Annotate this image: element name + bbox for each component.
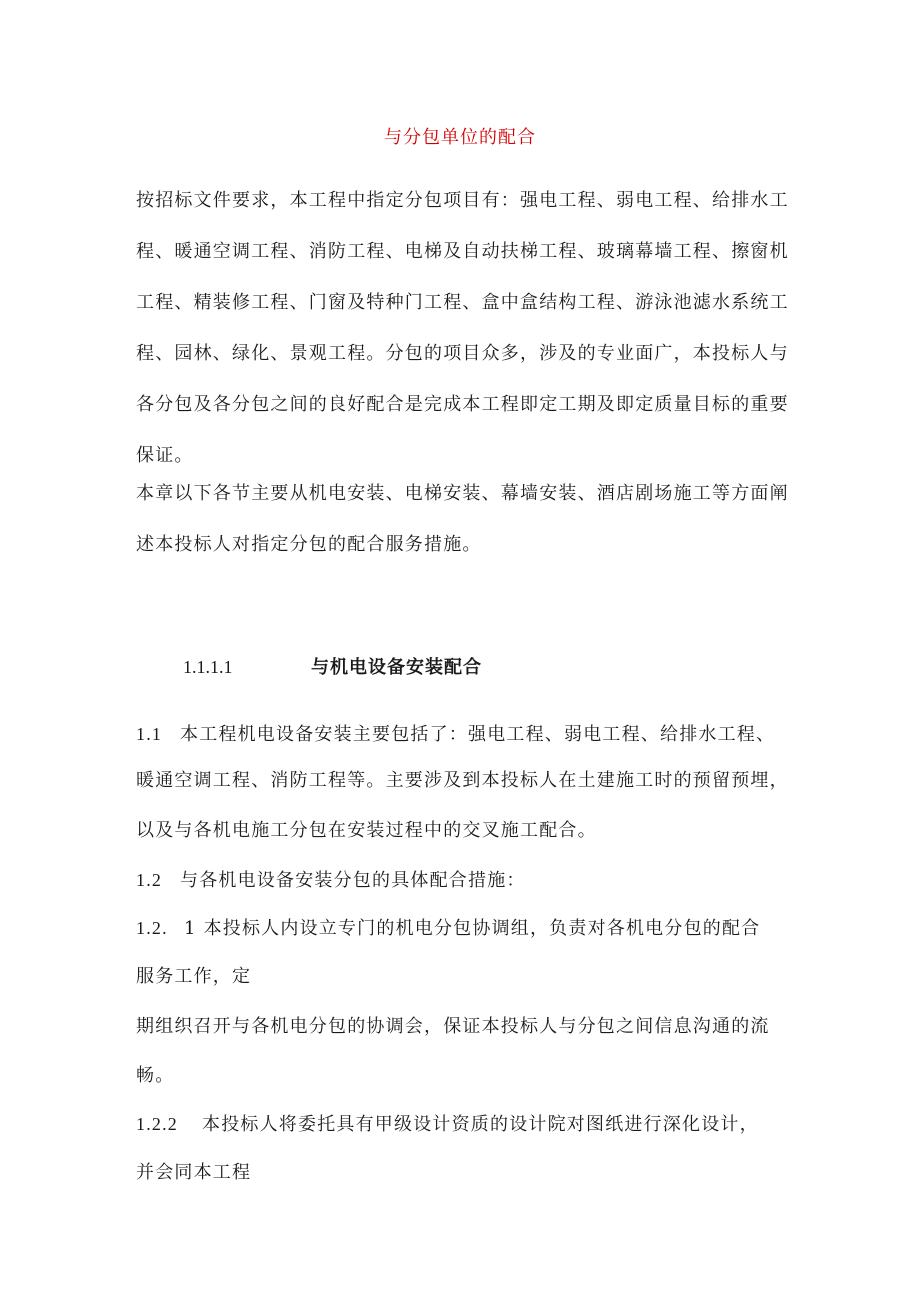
body-text: 暖通空调工程、消防工程等。主要涉及到本投标人在土建施工时的预留预埋， xyxy=(136,770,789,791)
body-line-8 xyxy=(136,1062,174,1090)
body-line-9 xyxy=(136,1110,759,1139)
body-text: 服务工作，定 xyxy=(136,966,252,987)
body-line-7 xyxy=(136,1013,770,1041)
document-title: 与分包单位的配合 xyxy=(384,127,536,148)
section-heading-text: 与机电设备安装配合 xyxy=(311,657,482,678)
body-text: 并会同本工程 xyxy=(136,1162,252,1183)
item-number-1-2: 1.2 xyxy=(136,870,163,890)
body-line-3 xyxy=(136,817,597,845)
section-heading-number: 1.1.1.1 xyxy=(183,657,233,677)
body-text: 本工程机电设备安装主要包括了：强电工程、弱电工程、给排水工程、 xyxy=(180,724,776,745)
item-number-1-2-2: 1.2.2 xyxy=(136,1114,178,1134)
body-text: 1 本投标人内设立专门的机电分包协调组，负责对各机电分包的配合 xyxy=(184,918,761,939)
intro-paragraph: 按招标文件要求，本工程中指定分包项目有：强电工程、弱电工程、给排水工程、暖通空调工程、消防工程、电梯及自动扶梯工程、玻璃幕墙工程、擦窗机工程、精装修工程、门窗及特种门工程、盒中盒结构工程、游泳池滤水系统工程、园林、绿化、景观工程。分包的项目众多，涉及的专业面广，本投标人与各分包及各分包之间的良好配合是完成本工程即定工期及即定质量目标的重要保证。 xyxy=(136,190,789,466)
section-heading xyxy=(183,652,482,683)
body-line-4 xyxy=(136,866,526,895)
body-line-10 xyxy=(136,1159,251,1187)
body-line-5 xyxy=(136,914,760,943)
body-line-2 xyxy=(136,767,789,795)
body-text: 期组织召开与各机电分包的协调会，保证本投标人与分包之间信息沟通的流 xyxy=(136,1016,770,1037)
body-line-1 xyxy=(136,720,775,749)
body-text: 本投标人将委托具有甲级设计资质的设计院对图纸进行深化设计， xyxy=(202,1114,759,1135)
chapter-paragraph: 本章以下各节主要从机电安装、电梯安装、幕墙安装、酒店剧场施工等方面阐述本投标人对指定分包的配合服务措施。 xyxy=(136,483,789,555)
body-line-6 xyxy=(136,963,251,991)
item-number-1-2-1: 1.2. xyxy=(136,918,168,938)
body-text: 以及与各机电施工分包在安装过程中的交叉施工配合。 xyxy=(136,820,597,841)
body-text: 与各机电设备安装分包的具体配合措施： xyxy=(180,870,526,891)
body-text: 畅。 xyxy=(136,1065,175,1086)
item-number-1-1: 1.1 xyxy=(136,724,163,744)
